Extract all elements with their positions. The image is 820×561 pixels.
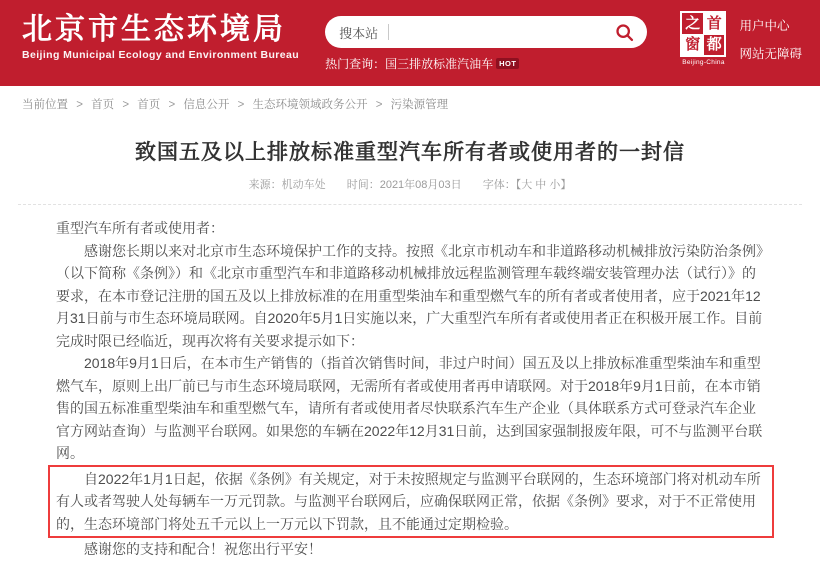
breadcrumb-item-home2[interactable]: 首页 (137, 99, 161, 111)
breadcrumb-item-env-affairs[interactable]: 生态环境领域政务公开 (252, 99, 368, 111)
meta-font-label: 字体： (482, 179, 516, 191)
breadcrumb-item-info-disclosure[interactable]: 信息公开 (183, 99, 230, 111)
meta-source: 来源：机动车处 (248, 179, 326, 191)
breadcrumb-item-pollution-source[interactable]: 污染源管理 (390, 99, 449, 111)
breadcrumb-separator: > (375, 99, 383, 111)
header-corner (680, 0, 802, 86)
article (0, 120, 820, 561)
site-header (0, 0, 820, 86)
logo-caption: Beijing-China (682, 59, 725, 66)
site-title-english: Beijing Municipal Ecology and Environment Bureau (22, 49, 300, 61)
search-button[interactable] (612, 22, 637, 43)
site-brand[interactable] (22, 0, 299, 86)
breadcrumb-separator: > (237, 99, 245, 111)
breadcrumb-separator: > (76, 99, 83, 111)
highlight-annotation-box (48, 465, 774, 539)
breadcrumb-item-home[interactable]: 首页 (91, 99, 115, 111)
breadcrumb-separator: > (122, 99, 130, 111)
hot-query-link[interactable]: 国三排放标准汽油车 (385, 57, 494, 71)
capital-window-logo[interactable] (680, 11, 726, 86)
search-input[interactable] (399, 25, 612, 40)
divider (18, 204, 802, 205)
logo-cell: 首 (704, 13, 725, 34)
site-title: 北京市生态环境局 (22, 13, 286, 46)
paragraph-4: 感谢您的支持和配合！祝您出行平安！ (84, 541, 322, 557)
capital-window-logo-grid (680, 11, 726, 57)
font-size-controls[interactable]: 【大 中 小】 (515, 179, 572, 191)
hot-query-line (325, 55, 647, 72)
paragraph-2: 2018年9月1日后，在本市生产销售的（指首次销售时间，非过户时间）国五及以上排放标准重型柴油车和重型燃气车，原则上出厂前已与市生态环境局联网，无需所有者或使用者再申请联网。对于2018年9月1日前，在本市销售的国五标准重型柴油车和重型燃气车，请所有者或使用者尽快联系汽车生产企业（具体联系方式可登录汽车企业官方网站查询）与监测平台联网。如果您的车辆在2022年12月31日前，达到国家强制报废年限，可不与监测平台联网。 (56, 355, 763, 461)
paragraph-1: 感谢您长期以来对北京市生态环境保护工作的支持。按照《北京市机动车和非道路移动机械排放污染防治条例》（以下简称《条例》）和《北京市重型汽车和非道路移动机械排放远程监测管理车载终端安装管理办法（试行）》的要求，在本市登记注册的国五及以上排放标准的在用重型柴油车和重型燃气车的所有者或者使用者，应于2021年12月31日前与市生态环境局联网。自2020年5月1日实施以来，广大重型汽车所有者或使用者正在积极开展工作。目前完成时限已经临近，现再次将有关要求提示如下： (56, 242, 763, 349)
corner-links (739, 11, 802, 86)
search-box[interactable] (325, 16, 647, 48)
breadcrumb-separator: > (168, 99, 176, 111)
breadcrumb (0, 86, 820, 120)
meta-time: 时间：2021年08月03日 (346, 179, 462, 191)
hot-query-label: 热门查询： (325, 57, 386, 71)
breadcrumb-prefix: 当前位置 (22, 99, 68, 111)
hot-badge: HOT (496, 58, 519, 70)
logo-cell: 之 (682, 13, 703, 34)
search-divider (388, 24, 389, 40)
article-title: 致国五及以上排放标准重型汽车所有者或使用者的一封信 (135, 141, 685, 164)
paragraph-3-highlighted: 自2022年1月1日起，依据《条例》有关规定，对于未按照规定与监测平台联网的，生态环境部门将对机动车所有人或者驾驶人处每辆车一万元罚款。与监测平台联网后，应确保联网正常，依据《条例》要求，对于不正常使用的，生态环境部门将处五千元以上一万元以下罚款，且不能通过定期检验。 (56, 470, 761, 532)
user-center-link[interactable]: 用户中心 (739, 19, 790, 33)
accessibility-link[interactable]: 网站无障碍 (739, 47, 802, 61)
search-icon (614, 22, 635, 43)
paragraph-salutation: 重型汽车所有者或使用者： (56, 220, 224, 236)
article-body (16, 217, 804, 561)
search-area (325, 0, 647, 86)
article-meta (16, 176, 804, 192)
logo-cell: 窗 (682, 35, 703, 56)
search-scope-label: 搜本站 (339, 25, 379, 41)
logo-cell: 都 (704, 35, 725, 56)
